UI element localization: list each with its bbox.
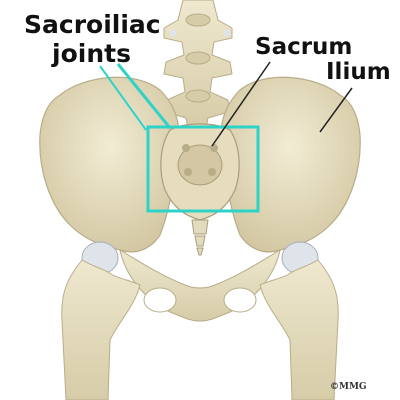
sacrum-bone — [161, 124, 239, 255]
copyright-notice: ©MMG — [330, 382, 367, 392]
right-femur — [260, 260, 338, 400]
lumbar-spine — [164, 0, 232, 128]
sacrum-label: Sacrum — [255, 34, 353, 60]
left-ilium — [40, 77, 179, 252]
pubis — [120, 250, 280, 321]
sacroiliac-label-line1: Sacroiliac — [24, 10, 161, 39]
left-femur — [62, 260, 140, 400]
sacroiliac-label-line2: joints — [52, 39, 131, 68]
ilium-label: Ilium — [326, 59, 391, 85]
sacroiliac-joints-label — [24, 10, 161, 68]
